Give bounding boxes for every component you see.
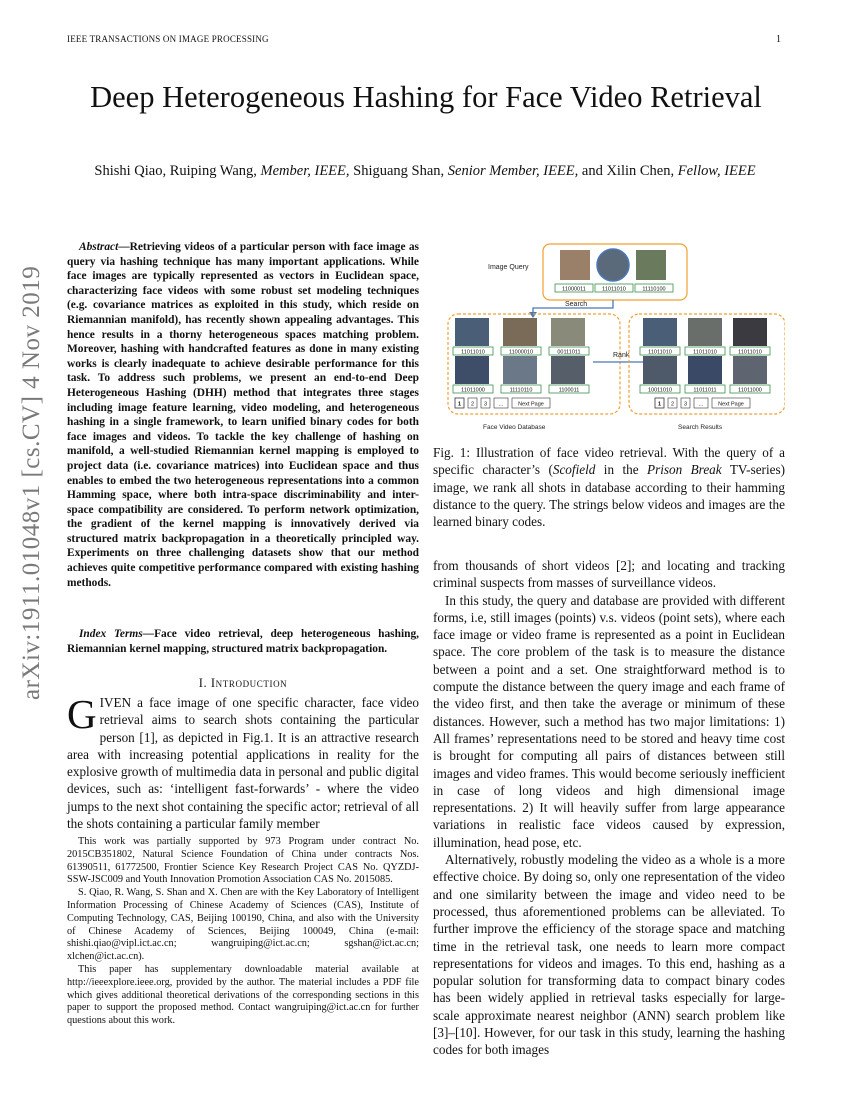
- db-pager-1-label: 1: [457, 401, 462, 408]
- res-pager-ellipsis-label: ...: [698, 401, 704, 408]
- database-label: Face Video Database: [483, 424, 546, 431]
- footnote-supplementary: This paper has supplementary downloadable material available at http://ieeexplore.ieee.org, provided by the author. The material includes a PDF file which gives additional theoretical derivations of the corresponding sections in this paper to support the proposed method. Contact wangruiping@ict.ac.cn for further questions about this work.: [67, 963, 419, 1027]
- db-video-2: [503, 318, 537, 346]
- db-video-6: [551, 356, 585, 384]
- author-role-3: Fellow, IEEE: [677, 163, 756, 179]
- result-video-3: [733, 318, 767, 346]
- footnote-affiliation: S. Qiao, R. Wang, S. Shan and X. Chen are with the Key Laboratory of Intelligent Information Processing of Chinese Academy of Sciences (CAS), Institute of Computing Technology, CAS, Beijing 100190, China, and also with the University of Chinese Academy of Sciences, Beijing 100049, China (e-mail: shishi.qiao@vipl.ict.ac.cn; wangruiping@ict.ac.cn; sgshan@ict.ac.cn; xlchen@ict.ac.cn).: [67, 887, 419, 963]
- db-code-4: 11011000: [461, 387, 485, 394]
- caption-mid: in the: [595, 462, 648, 478]
- res-pager-2-label: 2: [670, 401, 675, 408]
- search-arrowhead: [529, 312, 537, 318]
- author-role-1: Member, IEEE,: [260, 163, 350, 179]
- result-video-5: [688, 356, 722, 384]
- running-header: IEEE TRANSACTIONS ON IMAGE PROCESSING: [67, 34, 269, 44]
- db-pager-next-label: Next Page: [518, 401, 544, 408]
- paragraph-continuation: from thousands of short videos [2]; and locating and tracking criminal suspects from masses of surveillance videos.: [433, 558, 785, 591]
- index-terms-label: Index Terms: [79, 628, 143, 640]
- abstract-label: Abstract: [79, 241, 119, 253]
- result-video-2: [688, 318, 722, 346]
- search-label: Search: [565, 301, 588, 308]
- author-names-1: Shishi Qiao, Ruiping Wang,: [94, 163, 261, 179]
- caption-prefix: Fig. 1: Illustration of face video retrieval. With the query of a specific character’s (: [433, 445, 785, 478]
- intro-paragraph: [67, 691, 419, 832]
- rank-label: Rank: [613, 352, 630, 359]
- result-video-1: [643, 318, 677, 346]
- result-code-2: 11011010: [693, 349, 717, 356]
- db-code-6: 1100011: [558, 387, 580, 394]
- res-pager-3-label: 3: [683, 401, 688, 408]
- image-query-label: Image Query: [488, 264, 529, 271]
- index-terms: [67, 627, 419, 656]
- author-line: [55, 163, 795, 180]
- index-terms-text: —Face video retrieval, deep heterogeneous hashing, Riemannian kernel mapping, structured matrix backpropagation.: [67, 628, 419, 655]
- db-video-4: [455, 356, 489, 384]
- res-pager-1-label: 1: [657, 401, 662, 408]
- right-column-body: [433, 557, 785, 1059]
- query-code-3: 11110100: [642, 286, 666, 293]
- caption-show: Prison Break: [647, 462, 722, 478]
- result-code-5: 11011011: [693, 387, 717, 394]
- caption-name: Scofield: [552, 462, 596, 478]
- drop-cap: G: [67, 691, 97, 737]
- abstract-text: —Retrieving videos of a particular person with face image as query via hashing technique has many important applications. While face images are typically represented as vectors in Euclidean space, characterizing face videos with some robust set modeling techniques (e.g. covariance matrices as exploited in this study, which reside on Riemannian manifold), has recently shown appealing advantages. This hence results in a thorny heterogeneous spaces matching problem. Moreover, hashing with handcrafted features as done in many existing works is clearly inadequate to achieve desirable performance for this task. To address such problems, we present an end-to-end Deep Heterogeneous Hashing (DHH) method that integrates three stages including image feature learning, video modeling, and heterogeneous hashing in a single framework, to learn unified binary codes for both face images and videos. To tackle the key challenge of hashing on manifold, a well-studied Riemannian kernel mapping is employed to project data (i.e. covariance matrices) into Euclidean space and thus enables to embed the two heterogeneous representations into a common Hamming space, where both intra-space discriminability and inter-space compatibility are considered. To perform network optimization, the gradient of the kernel mapping is innovatively derived via structured matrix backpropagation in a theoretically principled way. Experiments on three challenging datasets show that our method achieves quite competitive performance compared with existing hashing methods.: [67, 241, 419, 589]
- footnote-funding: This work was partially supported by 973 Program under contract No. 2015CB351802, Natural Science Foundation of China under contracts Nos. 61390511, 61772500, Frontier Science Key Research Project CAS No. QYZDJ-SSW-JSC009 and Youth Innovation Promotion Association CAS No. 2015085.: [67, 836, 419, 886]
- query-code-1: 11000011: [562, 286, 586, 293]
- paragraph-alternatively: Alternatively, robustly modeling the video as a whole is a more effective choice. By doing so, only one representation of the video and one similarity between the image and video need to be processed, thus aforementioned problems can be alleviated. To further improve the efficiency of the storage space and matching time in the retrieval task, one needs to learn more compact representations for videos and images. To this end, hashing as a popular solution for transforming data to compact binary codes has been widely applied in retrieval tasks especially for large-scale approximate nearest neighbor (ANN) search problem like [3]–[10]. However, for our task in this study, learning the hashing codes for both images: [433, 852, 785, 1058]
- query-image-3: [636, 250, 666, 280]
- db-video-3: [551, 318, 585, 346]
- result-video-4: [643, 356, 677, 384]
- section-heading: I. Introduction: [198, 676, 288, 690]
- result-code-4: 10011010: [647, 387, 673, 394]
- author-names-3: and Xilin Chen,: [578, 163, 678, 179]
- paragraph-study: In this study, the query and database are provided with different forms, i.e, still images (points) v.s. videos (point sets), where each face image or video frame is represented as a point in Euclidean space. The core problem of the task is to measure the distance between a point and a set. One straightforward method is to compute the distance between the query image and each frame of the video first, and then take the average or minimum of these distances. However, such a method has two major limitations: 1) All frames’ representations need to be stored and heavy time cost is brought for computing all pairs of distances between still images and video frames. This would become seriously inefficient in case of long videos and high dimensional image representations. 2) It will heavily suffer from large appearance variations in realistic face videos caused by expression, illumination, head pose, etc.: [433, 592, 785, 850]
- paper-title: Deep Heterogeneous Hashing for Face Video Retrieval: [90, 80, 762, 114]
- db-pager-2-label: 2: [470, 401, 475, 408]
- caption-suffix: TV-series) image, we rank all shots in database according to their hamming distance to the query. The strings below videos and images are the learned binary codes.: [433, 462, 785, 530]
- db-code-5: 11110110: [509, 387, 533, 394]
- results-label: Search Results: [678, 424, 723, 431]
- db-video-5: [503, 356, 537, 384]
- arxiv-stamp: arXiv:1911.01048v1 [cs.CV] 4 Nov 2019: [18, 265, 45, 700]
- db-pager-3-label: 3: [483, 401, 488, 408]
- res-pager-next-label: Next Page: [718, 401, 744, 408]
- intro-text: a face image of one specific character, face video retrieval aims to search shots containing the particular person [1], as depicted in Fig.1. It is an attractive research area with increasing potential applications in reality for the explosive growth of multimedia data in personal and public digital devices, such as: ‘intelligent fast-forwards’ - where the video jumps to the next shot containing the specific actor; retrieval of all the shots containing a particular family member: [67, 695, 419, 832]
- figure-caption: [433, 444, 785, 530]
- author-role-2: Senior Member, IEEE,: [447, 163, 579, 179]
- page-number: 1: [776, 34, 781, 45]
- db-code-3: 00111011: [557, 349, 581, 356]
- query-code-2: 11011010: [602, 286, 626, 293]
- db-code-2: 11000010: [508, 349, 534, 356]
- db-pager-ellipsis-label: ...: [498, 401, 504, 408]
- query-image-1: [560, 250, 590, 280]
- result-code-3: 11011010: [738, 349, 762, 356]
- figure-1: [433, 242, 785, 438]
- author-names-2: Shiguang Shan,: [349, 163, 448, 179]
- figure-1-diagram: [433, 242, 785, 438]
- result-video-6: [733, 356, 767, 384]
- db-video-1: [455, 318, 489, 346]
- result-code-6: 11011000: [738, 387, 762, 394]
- footnotes: [67, 836, 419, 1028]
- intro-lead: IVEN: [99, 695, 132, 710]
- db-code-1: 11011010: [461, 349, 485, 356]
- abstract: [67, 240, 419, 590]
- query-image-center: [597, 249, 629, 281]
- result-code-1: 11011010: [648, 349, 672, 356]
